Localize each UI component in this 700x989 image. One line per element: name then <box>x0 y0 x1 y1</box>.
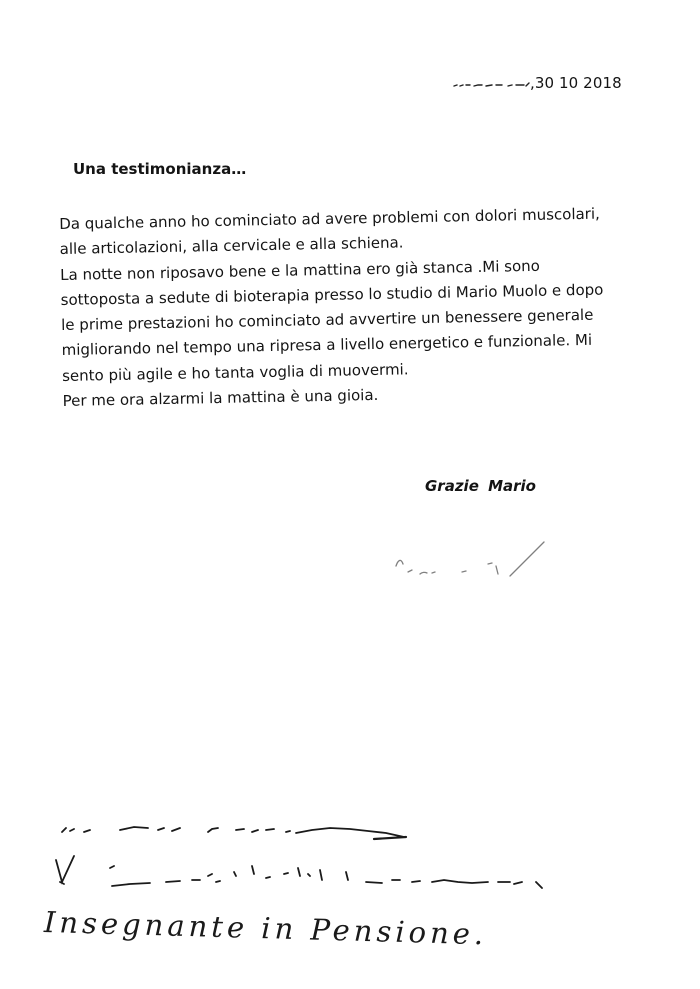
body-line: migliorando nel tempo una ripresa a livello energetico e funzionale. Mi <box>61 331 593 360</box>
redacted-signature <box>392 536 552 582</box>
body-line: Per me ora alzarmi la mattina è una gioia. <box>62 385 379 411</box>
body-line: sottoposta a sedute di bioterapia presso lo studio di Mario Muolo e dopo <box>60 280 604 309</box>
body-line: sento più agile e ho tanta voglia di muovermi. <box>61 360 409 385</box>
handwritten-note: Insegnante in Pensione. <box>43 905 488 952</box>
redacted-handwriting <box>40 820 570 970</box>
body-line: La notte non riposavo bene e la mattina ero già stanca .Mi sono <box>60 256 541 284</box>
letter-title: Una testimonianza… <box>73 160 247 178</box>
letter-body <box>59 200 663 414</box>
date-comma: , <box>530 74 535 92</box>
redacted-place <box>452 77 530 89</box>
date-line <box>452 74 622 92</box>
body-line: le prime prestazioni ho cominciato ad avvertire un benessere generale <box>61 305 594 335</box>
body-line: alle articolazioni, alla cervicale e alla schiena. <box>59 233 404 259</box>
closing-signoff: Grazie Mario <box>425 477 536 495</box>
letter-date: 30 10 2018 <box>534 74 622 92</box>
body-line: Da qualche anno ho cominciato ad avere problemi con dolori muscolari, <box>59 204 600 233</box>
